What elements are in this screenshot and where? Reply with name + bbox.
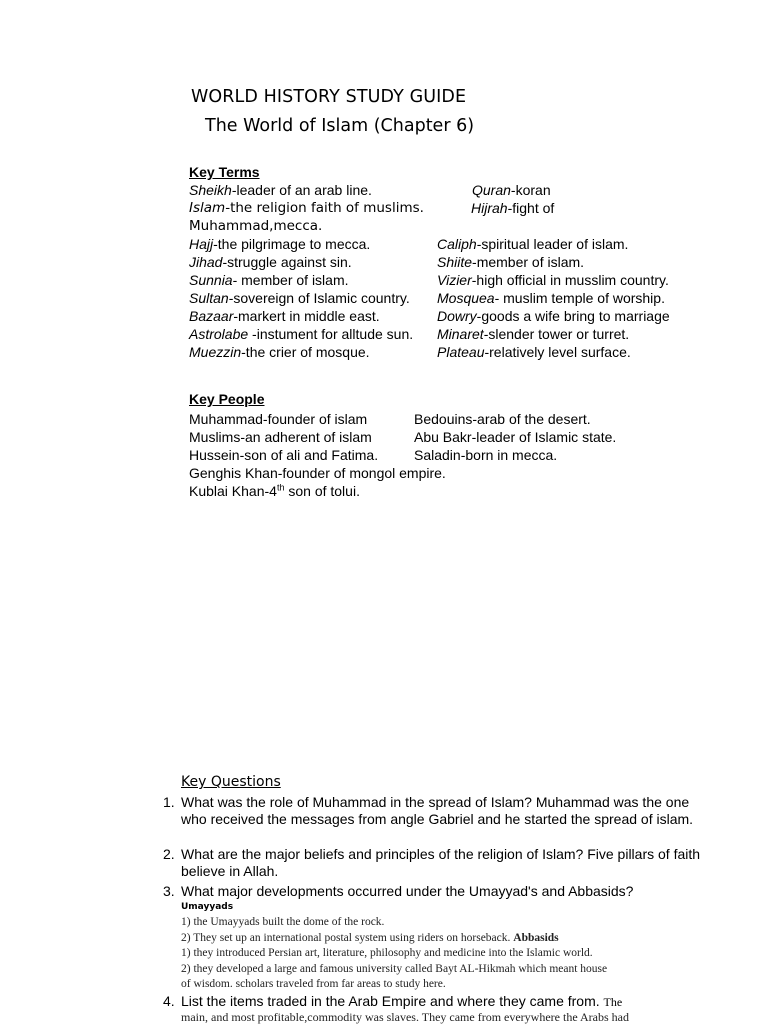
abbasids-label: Abbasids [513,932,559,944]
key-terms-heading: Key Terms [189,164,260,180]
term-definition: -sovereign of Islamic country. [228,290,410,306]
key-term-row [472,181,551,199]
term-definition: -slender tower or turret. [483,326,630,342]
term-definition: - member of islam. [232,272,349,288]
term-name: Vizier [437,272,472,288]
term-name: Astrolabe [189,326,249,342]
answer-line: 1) they introduced Persian art, literature, philosophy and medicine into the Islamic world. [181,947,593,959]
document-subtitle: The World of Islam (Chapter 6) [205,116,475,136]
term-name: Jihad [189,254,223,270]
question-4-answer: The [603,995,623,1009]
key-term-row [189,289,410,307]
term-definition: - muslim temple of worship. [494,290,665,306]
term-definition: -fight of [507,200,555,216]
term-name: Sheikh [189,182,232,198]
term-definition: -the pilgrimage to mecca. [213,236,371,252]
key-people-heading: Key People [189,391,265,407]
term-name: Shiite [437,254,473,270]
answer-line-text: 2) They set up an international postal system using riders on horseback. [181,932,511,944]
key-term-row [437,289,665,307]
key-term-row [189,271,349,289]
person-entry-text: Kublai Khan-4 [189,483,277,499]
answer-line: 2) they developed a large and famous university called Bayt AL-Hikmah which meant house [181,963,608,975]
answer-line: main, and most profitable,commodity was slaves. They came from everywhere the Arabs had [181,1010,629,1024]
document-title: WORLD HISTORY STUDY GUIDE [191,87,467,107]
key-questions-heading: Key Questions [181,774,281,790]
term-definition: -the religion faith of muslims. [225,200,424,216]
term-definition: -goods a wife bring to marriage [476,308,670,324]
term-name: Caliph [437,236,477,252]
question-number: 4. [163,993,175,1009]
answer-line [181,931,559,947]
key-term-row [189,199,424,217]
question-4-text: List the items traded in the Arab Empire and where they came from. [181,993,600,1009]
key-term-row [471,199,554,217]
question-4 [181,993,622,1011]
person-entry: Abu Bakr-leader of Islamic state. [414,429,617,445]
term-name: Sultan [189,290,229,306]
key-term-row [437,343,631,361]
question-number: 1. [163,794,175,810]
term-definition: -spiritual leader of islam. [476,236,629,252]
person-entry: Muslims-an adherent of islam [189,429,372,445]
term-name: Minaret [437,326,484,342]
term-definition: -struggle against sin. [222,254,352,270]
term-definition: -the crier of mosque. [241,344,370,360]
key-term-row [189,235,370,253]
key-term-row [189,343,370,361]
term-name: Mosquea [437,290,495,306]
key-term-row [437,271,669,289]
person-entry: Bedouins-arab of the desert. [414,411,591,427]
question-number: 2. [163,846,175,862]
term-definition: -koran [510,182,551,198]
umayyads-label: Umayyads [181,902,234,912]
term-name: Hijrah [471,200,508,216]
question-3: What major developments occurred under the Umayyad's and Abbasids? [181,883,634,899]
key-term-row [437,307,670,325]
person-entry: Saladin-born in mecca. [414,447,558,463]
key-term-row [189,307,380,325]
term-definition: -high official in musslim country. [471,272,669,288]
person-entry: Muhammad-founder of islam [189,411,368,427]
answer-line: of wisdom. scholars traveled from far areas to study here. [181,978,446,990]
term-name: Plateau [437,344,485,360]
term-name: Sunnia [189,272,233,288]
person-entry [189,482,360,500]
question-2: What are the major beliefs and principles of the religion of Islam? Five pillars of faith believe in Allah. [181,846,701,879]
term-name: Islam [189,200,226,216]
key-term-row [437,235,628,253]
answer-line: 1) the Umayyads built the dome of the rock. [181,916,385,928]
term-definition: -relatively level surface. [484,344,631,360]
question-number: 3. [163,883,175,899]
term-definition: -member of islam. [472,254,585,270]
person-entry: Hussein-son of ali and Fatima. [189,447,379,463]
term-definition: -instument for alltude sun. [248,326,414,342]
ordinal-suffix: th [276,482,285,493]
person-entry-text: son of tolui. [284,483,360,499]
term-name: Hajj [189,236,214,252]
key-term-row [189,181,372,199]
term-definition: Muhammad,mecca. [189,218,323,234]
question-1: What was the role of Muhammad in the spread of Islam? Muhammad was the one who received the messages from angle Gabriel and he started the spread of islam. [181,794,694,827]
term-name: Dowry [437,308,477,324]
term-name: Muezzin [189,344,242,360]
key-term-row [437,253,584,271]
key-term-row [189,217,322,235]
person-entry: Genghis Khan-founder of mongol empire. [189,465,446,481]
key-term-row [437,325,629,343]
term-definition: -leader of an arab line. [231,182,372,198]
key-term-row [189,253,352,271]
term-name: Bazaar [189,308,234,324]
term-definition: -markert in middle east. [233,308,380,324]
term-name: Quran [472,182,511,198]
key-term-row [189,325,413,343]
